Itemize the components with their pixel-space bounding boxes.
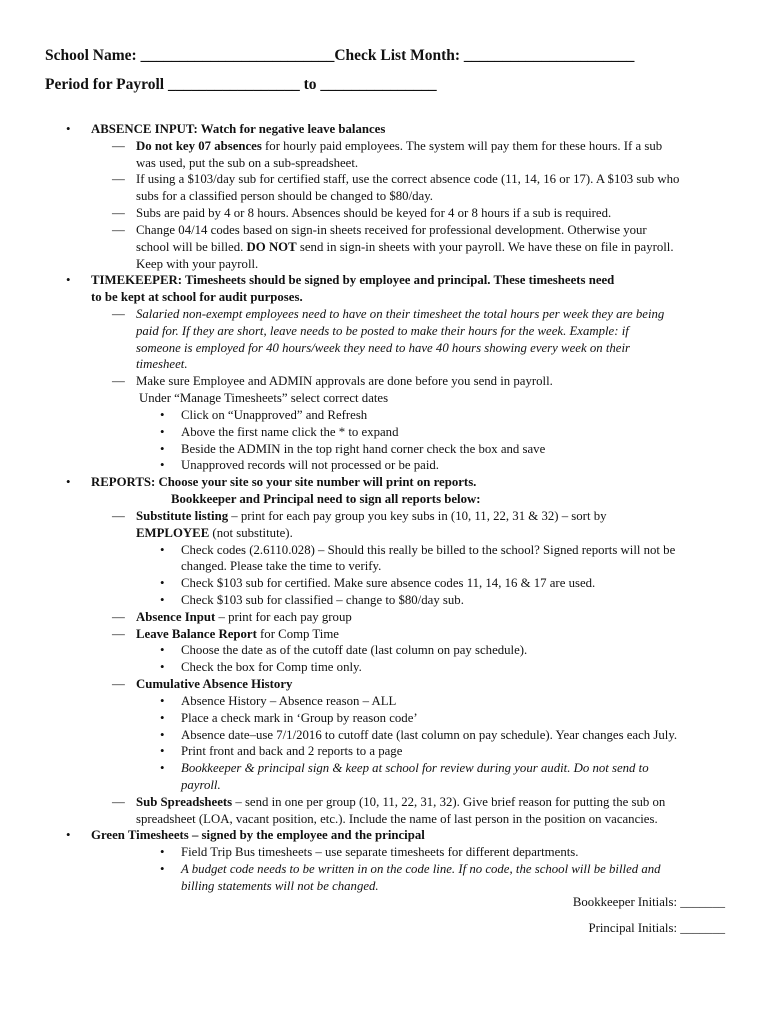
checklist-line: Bookkeeper and Principal need to sign all reports below: [171, 492, 481, 507]
checklist-line [136, 239, 674, 255]
checklist-line: billing statements will not be changed. [181, 878, 379, 893]
checklist-line-part: for hourly paid employees. The system will pay them for these hours. If a sub [261, 138, 663, 153]
checklist-line [136, 508, 607, 524]
checklist-line: Choose the date as of the cutoff date (last column on pay schedule). [181, 643, 528, 658]
dash-marker-icon: — [112, 206, 125, 221]
checklist-line-part: Sub Spreadsheets [136, 794, 233, 809]
bullet-icon: • [66, 828, 71, 843]
checklist-line: Check $103 sub for classified – change to $80/day sub. [181, 592, 464, 607]
dash-marker-icon: — [112, 222, 125, 237]
bullet-icon: • [66, 475, 71, 490]
checklist-line: Under “Manage Timesheets” select correct dates [139, 391, 389, 406]
bullet-icon: • [160, 845, 165, 860]
checklist-line: Absence History – Absence reason – ALL [181, 693, 397, 708]
bullet-icon: • [160, 542, 165, 557]
bullet-icon: • [160, 862, 165, 877]
checklist-line [136, 626, 339, 642]
bullet-icon: • [160, 761, 165, 776]
dash-marker-icon: — [112, 172, 125, 187]
checklist-line-part: EMPLOYEE [136, 525, 210, 540]
bullet-icon: • [160, 660, 165, 675]
bullet-icon: • [160, 441, 165, 456]
checklist-line: subs for a classified person should be changed to $80/day. [136, 189, 433, 204]
dash-marker-icon: — [112, 374, 125, 389]
checklist-line-part: (not substitute). [209, 525, 293, 540]
bullet-icon: • [160, 643, 165, 658]
checklist-line: Click on “Unapproved” and Refresh [181, 407, 368, 422]
checklist-line: Check the box for Comp time only. [181, 660, 362, 675]
checklist-line: A budget code needs to be written in on the code line. If no code, the school will be billed and [181, 862, 661, 877]
checklist-line: paid for. If they are short, leave needs to be posted to make their hours for the week. Example: if [136, 323, 629, 338]
dash-marker-icon: — [112, 138, 125, 153]
checklist-line-part: for Comp Time [256, 626, 339, 641]
checklist-line-part: Absence Input [136, 609, 216, 624]
bullet-icon: • [160, 592, 165, 607]
checklist-line [136, 609, 352, 625]
checklist-line-part: send in sign-in sheets with your payroll. We have these on file in payroll. [296, 239, 674, 254]
bullet-icon: • [160, 744, 165, 759]
checklist-line: spreadsheet (LOA, vacant position, etc.). Include the name of last person in the position on vacancies. [136, 811, 658, 826]
dash-marker-icon: — [112, 626, 125, 641]
checklist-line [136, 525, 293, 541]
checklist-line: Keep with your payroll. [136, 256, 259, 271]
checklist-line: to be kept at school for audit purposes. [91, 290, 303, 305]
bookkeeper-initials: Bookkeeper Initials: _______ [572, 895, 725, 909]
checklist-line: Above the first name click the * to expand [181, 424, 399, 439]
checklist-line-part: Do not key 07 absences [136, 138, 262, 153]
checklist-line: Place a check mark in ‘Group by reason code’ [181, 710, 418, 725]
dash-marker-icon: — [112, 677, 125, 692]
checklist-line: timesheet. [136, 357, 188, 372]
checklist-line: payroll. [181, 777, 221, 792]
checklist-line: was used, put the sub on a sub-spreadsheet. [136, 155, 359, 170]
bullet-icon: • [160, 424, 165, 439]
checklist-line: Check $103 sub for certified. Make sure absence codes 11, 14, 16 & 17 are used. [181, 576, 596, 591]
checklist-line-part: – print for each pay group you key subs in (10, 11, 22, 31 & 32) – sort by [228, 508, 607, 523]
checklist-line: TIMEKEEPER: Timesheets should be signed by employee and principal. These timesheets need [91, 273, 615, 288]
dash-marker-icon: — [112, 307, 125, 322]
checklist-line: Beside the ADMIN in the top right hand corner check the box and save [181, 441, 546, 456]
bullet-icon: • [160, 710, 165, 725]
checklist-line: Field Trip Bus timesheets – use separate timesheets for different departments. [181, 845, 579, 860]
checklist-line [136, 794, 665, 810]
checklist-line-part: Leave Balance Report [136, 626, 257, 641]
checklist-line: Bookkeeper & principal sign & keep at school for review during your audit. Do not send to [181, 761, 649, 776]
checklist-line: Change 04/14 codes based on sign-in sheets received for professional development. Otherwise your [136, 222, 647, 237]
checklist-line-part: school will be billed. [136, 239, 247, 254]
checklist-line: REPORTS: Choose your site so your site number will print on reports. [91, 475, 477, 490]
checklist-line: Absence date–use 7/1/2016 to cutoff date (last column on pay schedule). Year changes each July. [181, 727, 678, 742]
checklist-line: Subs are paid by 4 or 8 hours. Absences should be keyed for 4 or 8 hours if a sub is required. [136, 206, 612, 221]
dash-marker-icon: — [112, 794, 125, 809]
checklist-line: Make sure Employee and ADMIN approvals are done before you send in payroll. [136, 374, 553, 389]
checklist-line-part: DO NOT [246, 239, 297, 254]
checklist-line: If using a $103/day sub for certified staff, use the correct absence code (11, 14, 16 or 17). A $103 sub who [136, 172, 680, 187]
bullet-icon: • [160, 693, 165, 708]
bullet-icon: • [66, 273, 71, 288]
checklist-line: someone is employed for 40 hours/week they need to have 40 hours showing every week on their [136, 340, 630, 355]
payroll-period-line: Period for Payroll _________________ to _______________ [45, 76, 437, 93]
checklist-line-part: – print for each pay group [215, 609, 352, 624]
checklist-line: Salaried non-exempt employees need to have on their timesheet the total hours per week they are being [136, 307, 665, 322]
checklist-line: ABSENCE INPUT: Watch for negative leave balances [91, 122, 386, 136]
dash-marker-icon: — [112, 609, 125, 624]
bullet-icon: • [160, 407, 165, 422]
bullet-icon: • [160, 727, 165, 742]
bullet-icon: • [160, 458, 165, 473]
checklist-line-part: Substitute listing [136, 508, 229, 523]
checklist-line-part: – send in one per group (10, 11, 22, 31, 32). Give brief reason for putting the sub on [232, 794, 666, 809]
bullet-icon: • [66, 122, 71, 136]
checklist-line: Print front and back and 2 reports to a page [181, 744, 403, 759]
checklist-line: changed. Please take the time to verify. [181, 559, 382, 574]
checklist-line: Unapproved records will not processed or be paid. [181, 458, 439, 473]
bullet-icon: • [160, 576, 165, 591]
dash-marker-icon: — [112, 508, 125, 523]
principal-initials: Principal Initials: _______ [588, 921, 725, 935]
checklist-line: Check codes (2.6110.028) – Should this really be billed to the school? Signed reports will not be [181, 542, 676, 557]
checklist-line [136, 138, 662, 154]
checklist-line: Green Timesheets – signed by the employee and the principal [91, 828, 425, 843]
checklist-line: Cumulative Absence History [136, 677, 293, 692]
school-name-line: School Name: _________________________Check List Month: ______________________ [45, 47, 635, 64]
